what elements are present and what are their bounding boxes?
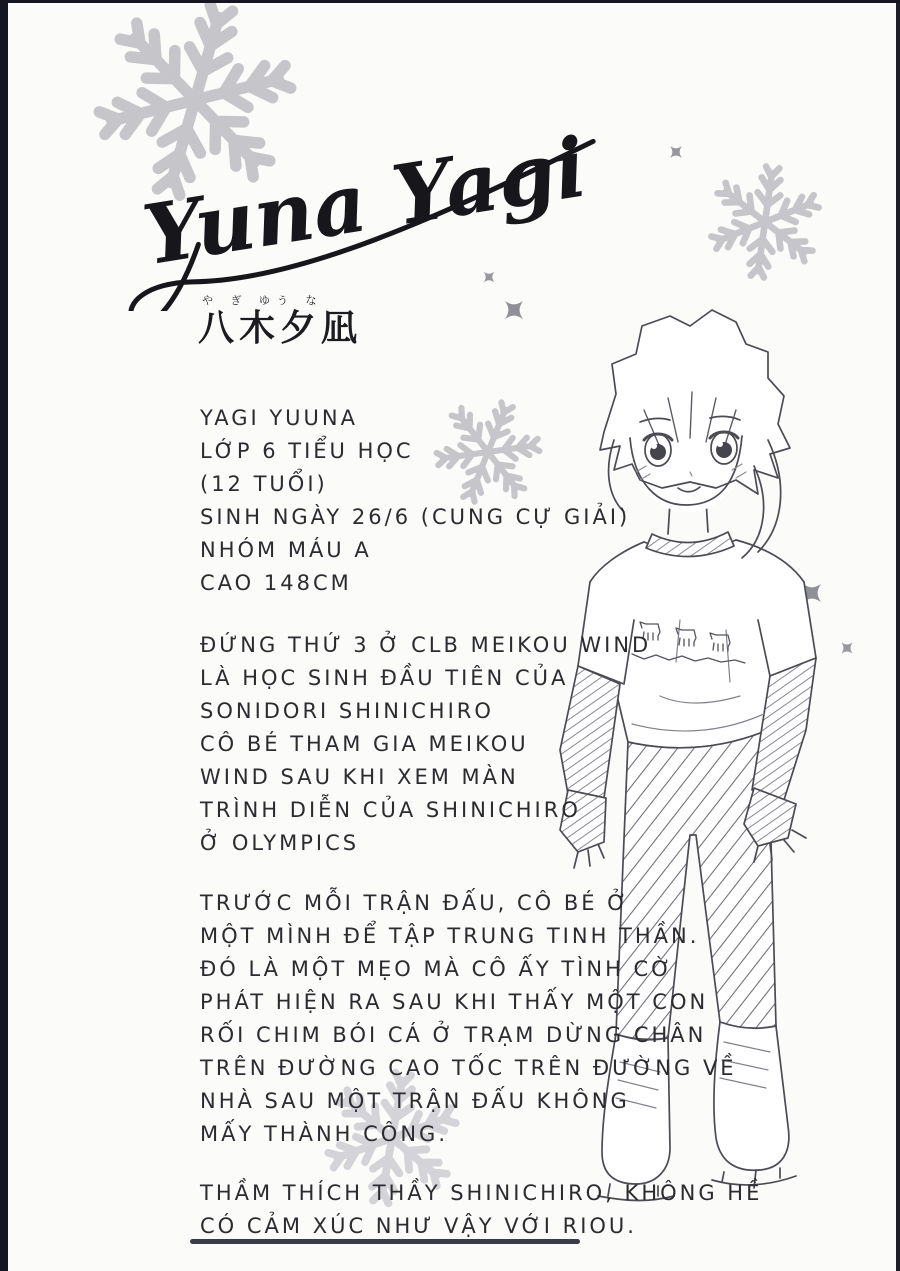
japanese-name [198, 292, 362, 349]
feelings-block [200, 1177, 762, 1243]
title-script-text: Yuna Yagi [137, 119, 593, 285]
profile-line: CÔ BÉ THAM GIA MEIKOU [200, 732, 529, 756]
furigana-text: や ぎ ゆう な [202, 294, 324, 307]
club-info-block [200, 629, 651, 860]
profile-line: TRÌNH DIỄN CỦA SHINICHIRO [200, 798, 581, 822]
profile-line: MỘT MÌNH ĐỂ TẬP TRUNG TINH THẦN. [200, 924, 700, 948]
profile-line: Ở OLYMPICS [200, 831, 360, 855]
page-left-edge [0, 0, 8, 1271]
pre-match-habit-block [200, 887, 737, 1151]
page-top-edge [0, 0, 900, 3]
profile-line: SONIDORI SHINICHIRO [200, 699, 494, 723]
profile-line: ĐỨNG THỨ 3 Ở CLB MEIKOU WIND [200, 633, 652, 657]
profile-line: TRƯỚC MỖI TRẬN ĐẤU, CÔ BÉ Ở [200, 891, 630, 915]
profile-line: RỐI CHIM BÓI CÁ Ở TRẠM DỪNG CHÂN [200, 1023, 707, 1047]
profile-line: WIND SAU KHI XEM MÀN [200, 765, 519, 789]
profile-line: CAO 148CM [200, 571, 352, 595]
profile-line: THẦM THÍCH THẦY SHINICHIRO, KHÔNG HỀ [200, 1181, 763, 1205]
basic-info-block [200, 402, 630, 600]
sparkle-icon [664, 140, 687, 163]
profile-line: CÓ CẢM XÚC NHƯ VẬY VỚI RIOU. [200, 1214, 637, 1238]
snowflake-icon [704, 160, 825, 284]
profile-line: (12 TUỔI) [200, 472, 328, 496]
profile-line: SINH NGÀY 26/6 (CUNG CỰ GIẢI) [200, 505, 631, 529]
profile-line: PHÁT HIỆN RA SAU KHI THẤY MỘT CON [200, 990, 709, 1014]
profile-line: MẤY THÀNH CÔNG. [200, 1122, 448, 1146]
profile-line: TRÊN ĐƯỜNG CAO TỐC TRÊN ĐƯỜNG VỀ [200, 1056, 737, 1080]
profile-line: LÀ HỌC SINH ĐẦU TIÊN CỦA [200, 666, 569, 690]
profile-line: ĐÓ LÀ MỘT MẸO MÀ CÔ ẤY TÌNH CỜ [200, 957, 674, 981]
right-glove [744, 788, 796, 846]
profile-line: NHÓM MÁU A [200, 538, 372, 562]
profile-line: YAGI YUUNA [200, 406, 358, 430]
profile-line: LỚP 6 TIỂU HỌC [200, 439, 414, 463]
kanji-text: 八木夕凪 [198, 308, 363, 349]
profile-line: NHÀ SAU MỘT TRẬN ĐẤU KHÔNG [200, 1089, 630, 1113]
title-calligraphy [110, 106, 620, 311]
